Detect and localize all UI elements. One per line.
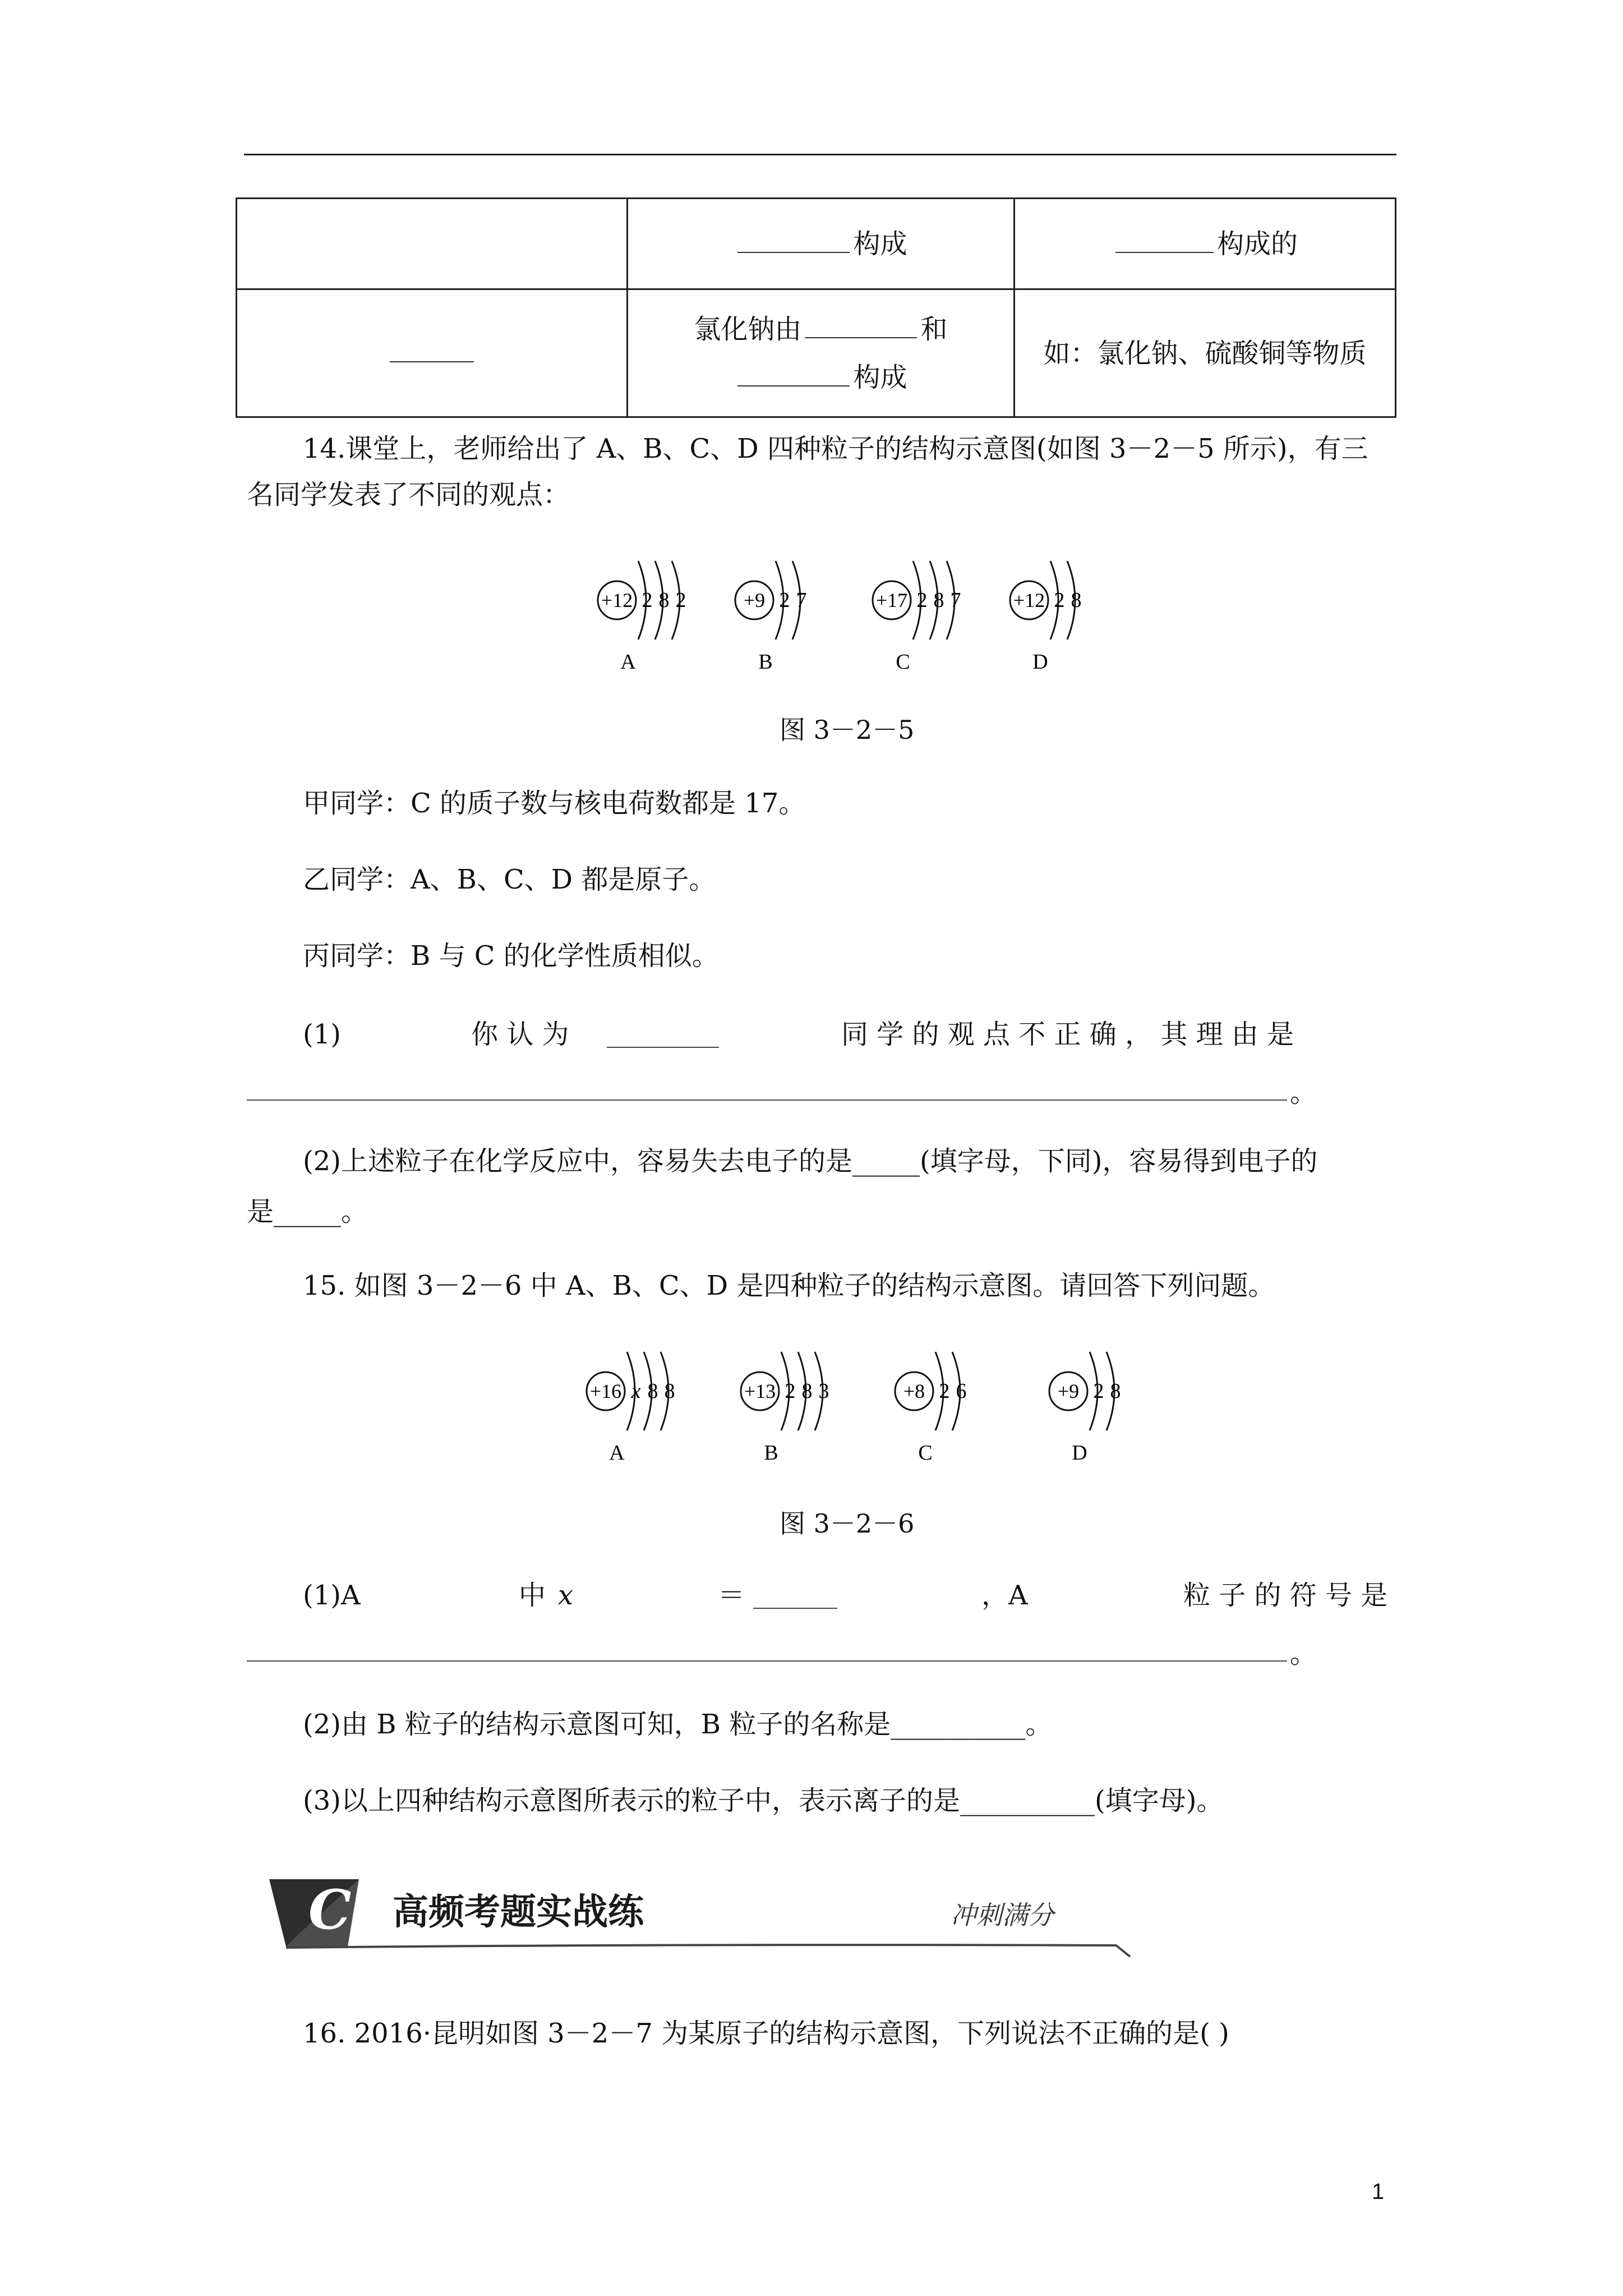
fill-blank[interactable] xyxy=(805,315,917,338)
q15-part1-e: 粒 子 的 符 号 是 xyxy=(1183,1580,1388,1611)
nucleus-charge: +9 xyxy=(743,589,766,611)
q14-stem-line1: 14.课堂上，老师给出了 A、B、C、D 四种粒子的结构示意图(如图 3－2－5 所示)，有三 xyxy=(303,433,1368,464)
electron-count: 8 xyxy=(801,1379,813,1403)
answer-line[interactable] xyxy=(247,1099,1287,1101)
q15-part1-end: 。 xyxy=(1290,1638,1317,1669)
nucleus-charge: +9 xyxy=(1057,1380,1080,1402)
q14-student-bing: 丙同学：B 与 C 的化学性质相似。 xyxy=(303,940,719,972)
q15-stem: 15. 如图 3－2－6 中 A、B、C、D 是四种粒子的结构示意图。请回答下列问题。 xyxy=(303,1270,1275,1301)
fill-blank[interactable] xyxy=(607,1047,719,1048)
electron-count: 8 xyxy=(647,1379,658,1403)
electron-count: 8 xyxy=(664,1379,675,1403)
nucleus-charge: +17 xyxy=(875,589,908,611)
q15-part1-d: ，A xyxy=(981,1580,1028,1611)
atom-label: A xyxy=(609,1441,625,1465)
table-cell xyxy=(627,289,1014,417)
electron-count: 2 xyxy=(779,588,790,612)
q16-stem: 16. 2016·昆明如图 3－2－7 为某原子的结构示意图，下列说法不正确的是( ) xyxy=(303,2018,1229,2049)
page-number: 1 xyxy=(1372,2179,1385,2204)
cell-text: 构成 xyxy=(853,361,907,393)
atom-diagram-C xyxy=(895,1352,967,1465)
atom-label: D xyxy=(1072,1441,1087,1465)
answer-line[interactable] xyxy=(247,1660,1287,1662)
cell-text: 构成的 xyxy=(1216,228,1298,260)
q14-student-yi: 乙同学：A、B、C、D 都是原子。 xyxy=(303,864,716,895)
fill-blank[interactable] xyxy=(390,339,474,362)
table-cell xyxy=(1014,199,1395,289)
table-cell: 如：氯化钠、硫酸铜等物质 xyxy=(1014,289,1395,417)
banner-title: 高频考题实战练 xyxy=(393,1892,644,1933)
atom-label: C xyxy=(896,650,910,674)
section-banner xyxy=(264,1868,1138,1958)
electron-count: x xyxy=(631,1379,641,1403)
banner-underline xyxy=(286,1945,1130,1957)
table-cell-empty xyxy=(237,199,628,289)
q14-part2-line1: (2)上述粒子在化学反应中，容易失去电子的是_____(填字母，下同)，容易得到电子的 xyxy=(303,1145,1318,1177)
electron-count: 6 xyxy=(956,1379,967,1403)
q15-part1-a: (1)A xyxy=(303,1580,361,1611)
q14-part2-line2: 是_____。 xyxy=(247,1196,368,1227)
electron-count: 2 xyxy=(939,1379,950,1403)
atom-label: C xyxy=(918,1441,933,1465)
electron-count: 7 xyxy=(796,588,807,612)
electron-count: 2 xyxy=(675,588,686,612)
electron-count: 8 xyxy=(1071,588,1082,612)
cell-text: 构成 xyxy=(853,228,907,260)
electron-count: 8 xyxy=(933,588,944,612)
nucleus-charge: +16 xyxy=(589,1380,622,1402)
table-cell xyxy=(627,199,1014,289)
figure-caption: 图 3－2－5 xyxy=(780,715,915,745)
cell-text: 氯化钠由 xyxy=(694,313,802,345)
q15-part1-x: x xyxy=(558,1580,574,1611)
banner-subtitle: 冲刺满分 xyxy=(951,1900,1054,1930)
comparison-table xyxy=(236,197,1396,418)
atom-label: B xyxy=(758,650,773,674)
cell-text: 和 xyxy=(920,313,948,345)
nucleus-charge: +12 xyxy=(601,589,633,611)
electron-count: 3 xyxy=(818,1379,829,1403)
header-rule xyxy=(244,154,1396,155)
fill-blank[interactable] xyxy=(753,1608,837,1609)
atom-diagram-C xyxy=(873,561,961,674)
atom-structure-figure-3-2-6 xyxy=(572,1329,1133,1475)
atom-label: B xyxy=(764,1441,778,1465)
nucleus-charge: +13 xyxy=(744,1380,776,1402)
q14-part1-end: 。 xyxy=(1290,1077,1317,1108)
atom-label: D xyxy=(1032,650,1048,674)
electron-count: 2 xyxy=(1093,1379,1104,1403)
electron-count: 7 xyxy=(950,588,961,612)
table-cell xyxy=(237,289,628,417)
electron-count: 2 xyxy=(916,588,928,612)
atom-label: A xyxy=(620,650,636,674)
q15-part3: (3)以上四种结构示意图所表示的粒子中，表示离子的是__________(填字母)。 xyxy=(303,1785,1224,1816)
q14-part1-number: (1) xyxy=(303,1019,341,1050)
fill-blank[interactable] xyxy=(1115,229,1214,253)
atom-diagram-B xyxy=(735,561,807,674)
q14-part1-text-a: 你 认 为 xyxy=(471,1019,569,1050)
table-row xyxy=(237,199,1396,289)
electron-count: 2 xyxy=(1054,588,1065,612)
banner-letter: C xyxy=(308,1878,352,1941)
q15-part1-c: ＝ xyxy=(718,1580,745,1611)
q14-student-jia: 甲同学：C 的质子数与核电荷数都是 17。 xyxy=(303,788,806,819)
atom-structure-figure-3-2-5 xyxy=(583,539,1122,684)
electron-count: 2 xyxy=(642,588,653,612)
atom-diagram-D xyxy=(1049,1352,1121,1465)
q15-part2: (2)由 B 粒子的结构示意图可知，B 粒子的名称是__________。 xyxy=(303,1709,1053,1740)
q14-part1-text-b: 同 学 的 观 点 不 正 确 ， 其 理 由 是 xyxy=(841,1019,1294,1050)
q15-part1-b: 中 xyxy=(519,1580,546,1611)
fill-blank[interactable] xyxy=(737,229,850,253)
electron-count: 8 xyxy=(1110,1379,1121,1403)
q14-stem-line2: 名同学发表了不同的观点： xyxy=(247,479,570,510)
fill-blank[interactable] xyxy=(737,363,850,386)
figure-caption: 图 3－2－6 xyxy=(780,1508,915,1539)
atom-diagram-A xyxy=(587,1352,675,1465)
atom-diagram-B xyxy=(741,1352,829,1465)
electron-count: 8 xyxy=(658,588,670,612)
atom-diagram-D xyxy=(1010,561,1082,674)
electron-count: 2 xyxy=(785,1379,796,1403)
atom-diagram-A xyxy=(598,561,686,674)
nucleus-charge: +8 xyxy=(903,1380,925,1402)
table-row xyxy=(237,289,1396,417)
nucleus-charge: +12 xyxy=(1013,589,1045,611)
